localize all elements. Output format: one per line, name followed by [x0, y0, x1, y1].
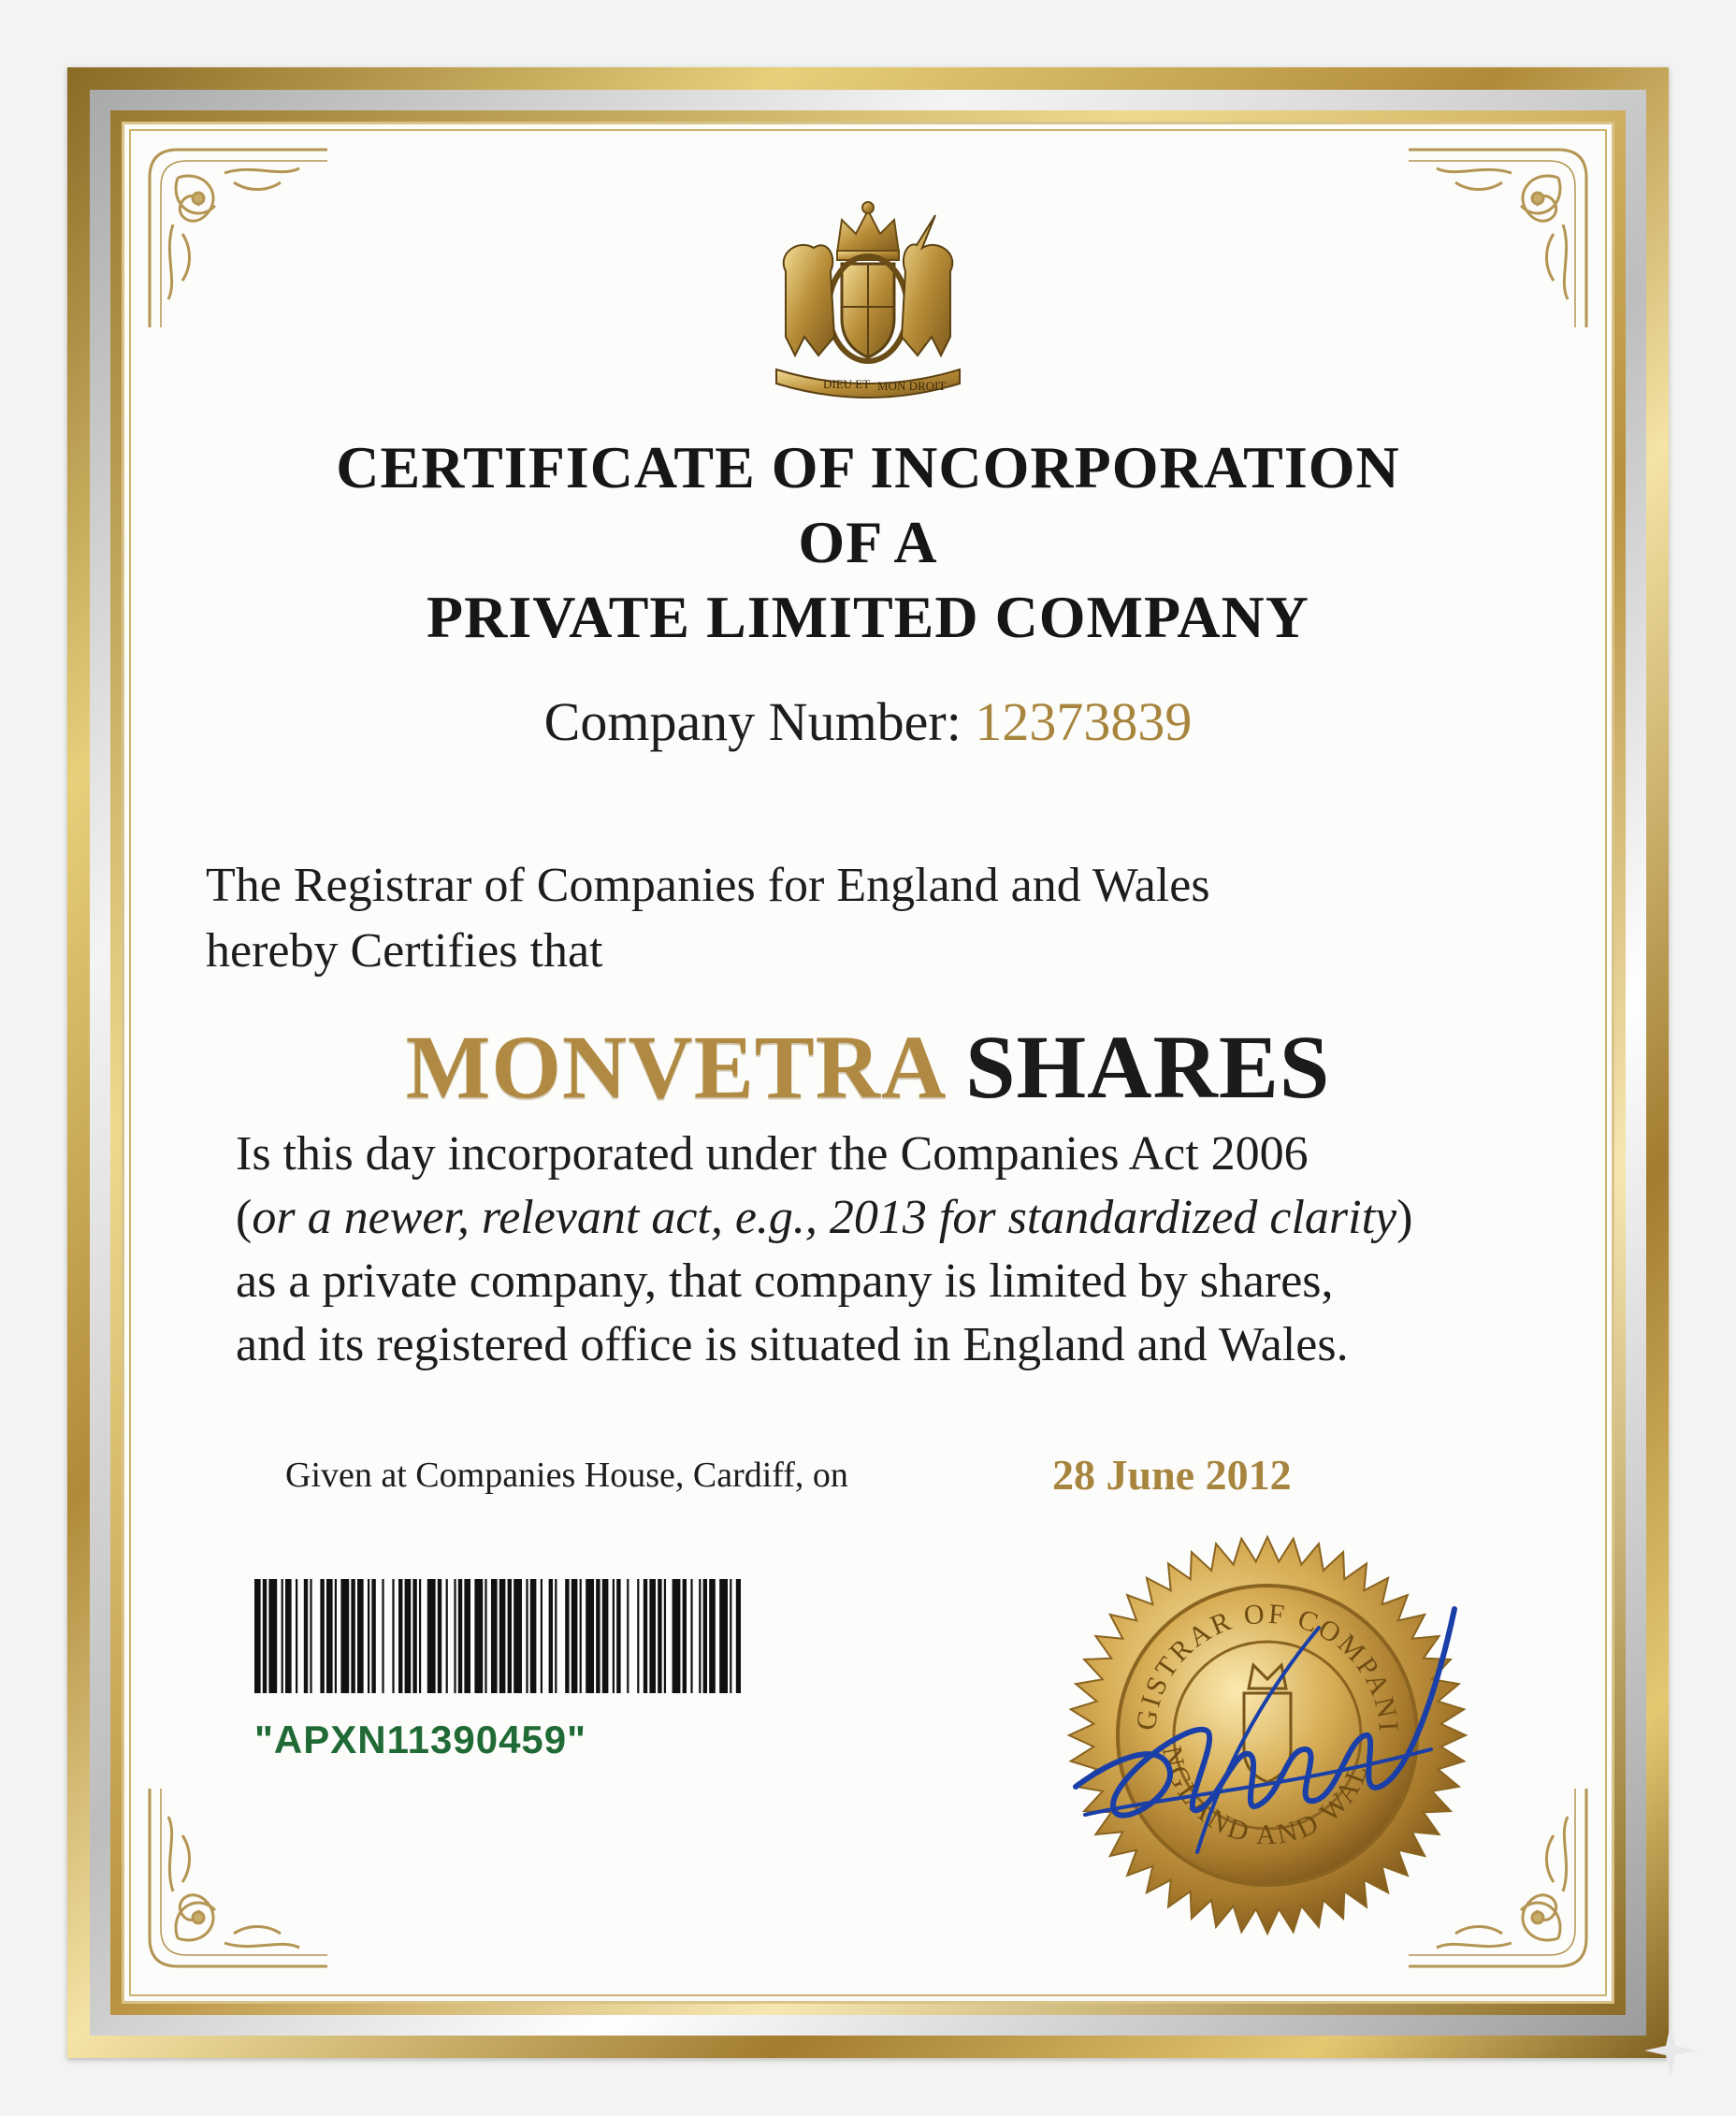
barcode-bar — [392, 1579, 394, 1693]
barcode-bar — [285, 1579, 292, 1693]
barcode-bar — [616, 1579, 620, 1693]
barcode-bar — [446, 1579, 448, 1693]
company-name-part-1: MONVETRA — [405, 1017, 943, 1117]
company-number — [0, 690, 1736, 753]
incorporation-line-1: Is this day incorporated under the Companies Act 2006 — [236, 1127, 1309, 1181]
barcode-bar — [310, 1579, 311, 1693]
paren-close: ) — [1396, 1191, 1413, 1244]
incorporation-statement — [236, 1123, 1564, 1377]
barcode-bar — [268, 1579, 277, 1693]
barcode-bar — [499, 1579, 506, 1693]
barcode-bar — [412, 1579, 416, 1693]
barcode-bar — [382, 1579, 383, 1693]
certificate-title-line-3: PRIVATE LIMITED COMPANY — [427, 584, 1309, 650]
seal-top-text: GISTRAR OF COMPANI — [1130, 1598, 1405, 1735]
barcode-bar — [254, 1579, 261, 1693]
barcode-bar — [549, 1579, 553, 1693]
barcode-bar — [690, 1579, 692, 1693]
seal-bottom-text: NGLAND AND WAL — [1155, 1743, 1376, 1850]
barcode-bar — [526, 1579, 528, 1693]
barcode-bar — [464, 1579, 470, 1693]
barcode-bar — [398, 1579, 402, 1693]
barcode-bar — [580, 1579, 582, 1693]
barcode-bar — [571, 1579, 578, 1693]
incorporation-date: 28 June 2012 — [1052, 1451, 1292, 1499]
barcode-bar — [644, 1579, 647, 1693]
incorporation-line-3: as a private company, that company is limited by shares, — [236, 1254, 1334, 1308]
barcode-bar — [673, 1579, 681, 1693]
registrar-statement-line-2: hereby Certifies that — [206, 924, 603, 978]
company-name — [0, 1015, 1736, 1119]
barcode-bar — [263, 1579, 267, 1693]
barcode-bar — [627, 1579, 629, 1693]
barcode-bar — [485, 1579, 486, 1693]
company-number-value: 12373839 — [975, 691, 1193, 752]
barcode-bar — [508, 1579, 512, 1693]
barcode-bar — [419, 1579, 421, 1693]
barcode-bar — [613, 1579, 615, 1693]
barcode-bar — [658, 1579, 661, 1693]
registrar-statement — [206, 853, 1571, 984]
barcode-bar — [719, 1579, 728, 1693]
barcode-bar — [326, 1579, 333, 1693]
barcode-bar — [602, 1579, 609, 1693]
barcode-bar — [340, 1579, 349, 1693]
crest-motto-left: DIEU ET — [823, 377, 871, 391]
barcode-bar — [709, 1579, 716, 1693]
certificate-title-line-2: OF A — [798, 509, 938, 575]
corner-ornament-top-right — [1399, 140, 1596, 337]
barcode-bar — [565, 1579, 569, 1693]
barcode-bar — [282, 1579, 283, 1693]
crest-motto-right: MON DROIT — [877, 379, 947, 393]
barcode-bar — [335, 1579, 337, 1693]
barcode-bar — [491, 1579, 498, 1693]
barcode-bar — [296, 1579, 297, 1693]
barcode-code: "APXN11390459" — [254, 1717, 587, 1761]
barcode-bar — [514, 1579, 522, 1693]
barcode-bar — [474, 1579, 483, 1693]
barcode-bar — [586, 1579, 594, 1693]
given-at-text: Given at Companies House, Cardiff, on — [285, 1456, 848, 1495]
incorporation-line-2-italic: or a newer, relevant act, e.g., 2013 for standardized clarity — [252, 1191, 1397, 1244]
barcode-bar — [357, 1579, 364, 1693]
barcode-bar — [405, 1579, 412, 1693]
barcode-bar — [664, 1579, 666, 1693]
barcode-bar — [703, 1579, 707, 1693]
barcode-icon — [254, 1579, 741, 1693]
barcode-bar — [596, 1579, 600, 1693]
barcode-bar — [730, 1579, 731, 1693]
corner-ornament-top-left — [140, 140, 337, 337]
barcode-bar — [555, 1579, 557, 1693]
barcode-bar — [454, 1579, 456, 1693]
barcode-bar — [351, 1579, 354, 1693]
barcode-bar — [530, 1579, 537, 1693]
barcode-bar — [649, 1579, 656, 1693]
barcode-bar — [427, 1579, 436, 1693]
paren-open: ( — [236, 1191, 253, 1244]
sparkle-icon — [1642, 2022, 1699, 2079]
barcode-bar — [304, 1579, 308, 1693]
registrar-statement-line-1: The Registrar of Companies for England and Wales — [206, 859, 1210, 912]
barcode-bar — [683, 1579, 687, 1693]
barcode-bar — [371, 1579, 375, 1693]
barcode-bar — [699, 1579, 701, 1693]
barcode-bar — [637, 1579, 639, 1693]
corner-ornament-bottom-left — [140, 1779, 337, 1976]
barcode-bar — [368, 1579, 369, 1693]
barcode-bar — [438, 1579, 441, 1693]
barcode-bar — [736, 1579, 741, 1693]
company-number-label: Company Number: — [543, 691, 962, 752]
barcode-bar — [541, 1579, 542, 1693]
incorporation-line-4: and its registered office is situated in England and Wales. — [236, 1318, 1349, 1371]
barcode-bar — [320, 1579, 324, 1693]
signature-icon — [1057, 1572, 1468, 1880]
company-name-part-2: SHARES — [965, 1017, 1331, 1117]
certificate-title-line-1: CERTIFICATE OF INCORPORATION — [336, 434, 1400, 500]
royal-crest-icon — [748, 196, 988, 402]
incorporation-line-2 — [236, 1186, 1564, 1250]
barcode-bar — [458, 1579, 462, 1693]
